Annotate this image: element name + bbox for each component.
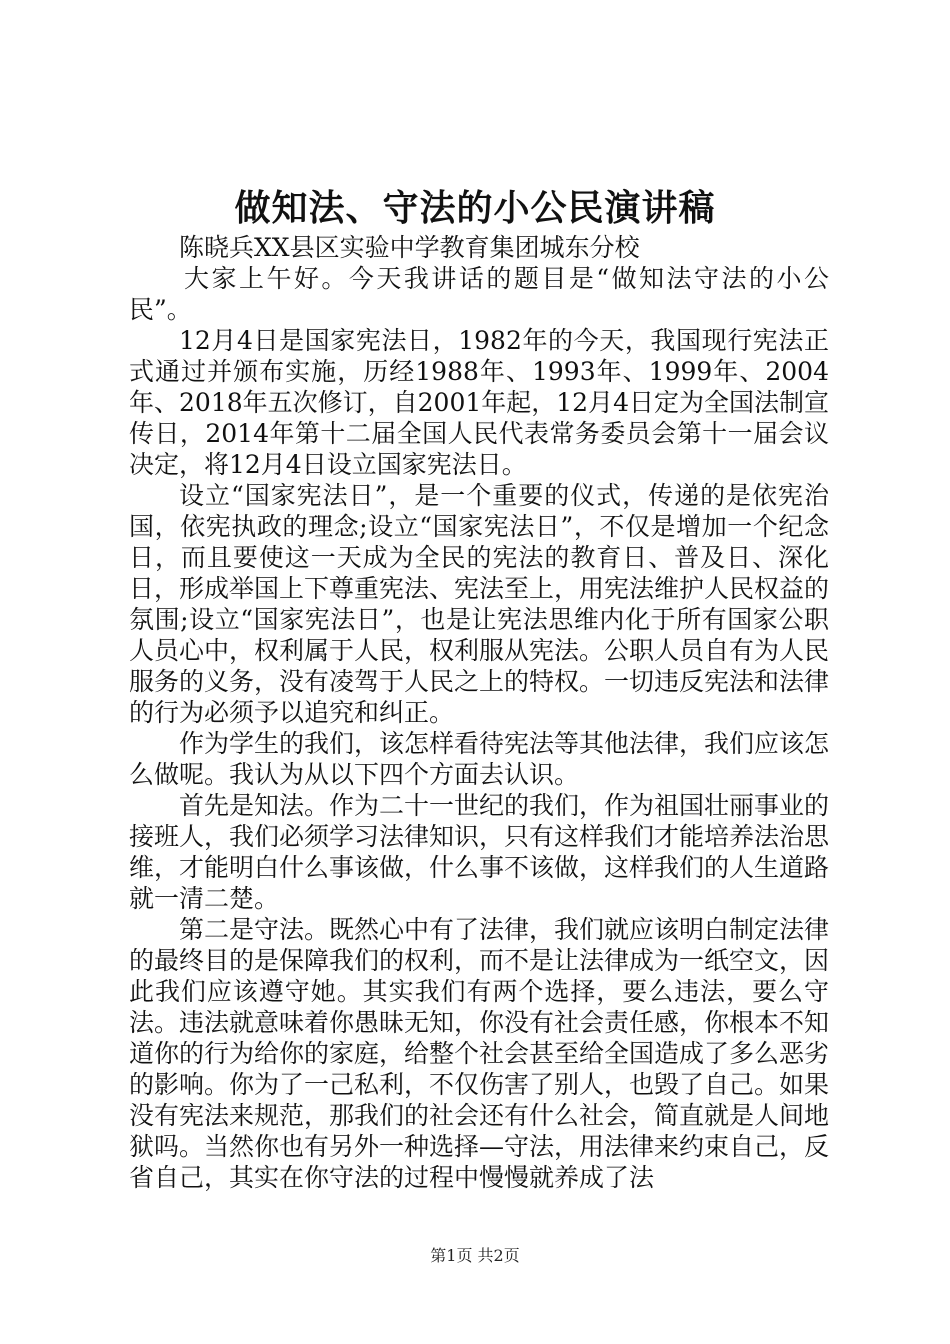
paragraph-constitution-day: 12月4日是国家宪法日，1982年的今天，我国现行宪法正式通过并颁布实施，历经1988年、1993年、1999年、2004年、2018年五次修订，自2001年起，12月4日定为全国法制宣传日，2014年第十二届全国人民代表常务委员会第十一届会议决定，将12月4日设立国家宪法日。 <box>129 326 829 479</box>
paragraph-question: 作为学生的我们，该怎样看待宪法等其他法律，我们应该怎么做呢。我认为从以下四个方面去认识。 <box>129 729 830 789</box>
author-line: 陈晓兵XX县区实验中学教育集团城东分校 <box>179 233 640 262</box>
paragraph-know-law: 首先是知法。作为二十一世纪的我们，作为祖国壮丽事业的接班人，我们必须学习法律知识，只有这样我们才能培养法治思维，才能明白什么事该做，什么事不该做，这样我们的人生道路就一清二楚。 <box>129 791 830 913</box>
paragraph-establishment: 设立“国家宪法日”，是一个重要的仪式，传递的是依宪治国，依宪执政的理念;设立“国家宪法日”，不仅是增加一个纪念日，而且要使这一天成为全民的宪法的教育日、普及日、深化日，形成举国上下尊重宪法、宪法至上，用宪法维护人民权益的氛围;设立“国家宪法日”，也是让宪法思维内化于所有国家公职人员心中，权利属于人民，权利服从宪法。公职人员自有为人民服务的义务，没有凌驾于人民之上的特权。一切违反宪法和法律的行为必须予以追究和纠正。 <box>129 481 830 727</box>
document-title: 做知法、守法的小公民演讲稿 <box>234 187 716 229</box>
paragraph-greeting: 大家上午好。今天我讲话的题目是“做知法守法的小公民”。 <box>129 264 829 324</box>
document-body <box>129 232 829 1193</box>
paragraph-obey-law: 第二是守法。既然心中有了法律，我们就应该明白制定法律的最终目的是保障我们的权利，而不是让法律成为一纸空文，因此我们应该遵守她。其实我们有两个选择，要么违法，要么守法。违法就意味着你愚昧无知，你没有社会责任感，你根本不知道你的行为给你的家庭，给整个社会甚至给全国造成了多么恶劣的影响。你为了一己私利，不仅伤害了别人，也毁了自己。如果没有宪法来规范，那我们的社会还有什么社会，简直就是人间地狱吗。当然你也有另外一种选择—守法，用法律来约束自己，反省自己，其实在你守法的过程中慢慢就养成了法 <box>129 915 830 1192</box>
page-number-footer: 第1页 共2页 <box>430 1246 520 1265</box>
